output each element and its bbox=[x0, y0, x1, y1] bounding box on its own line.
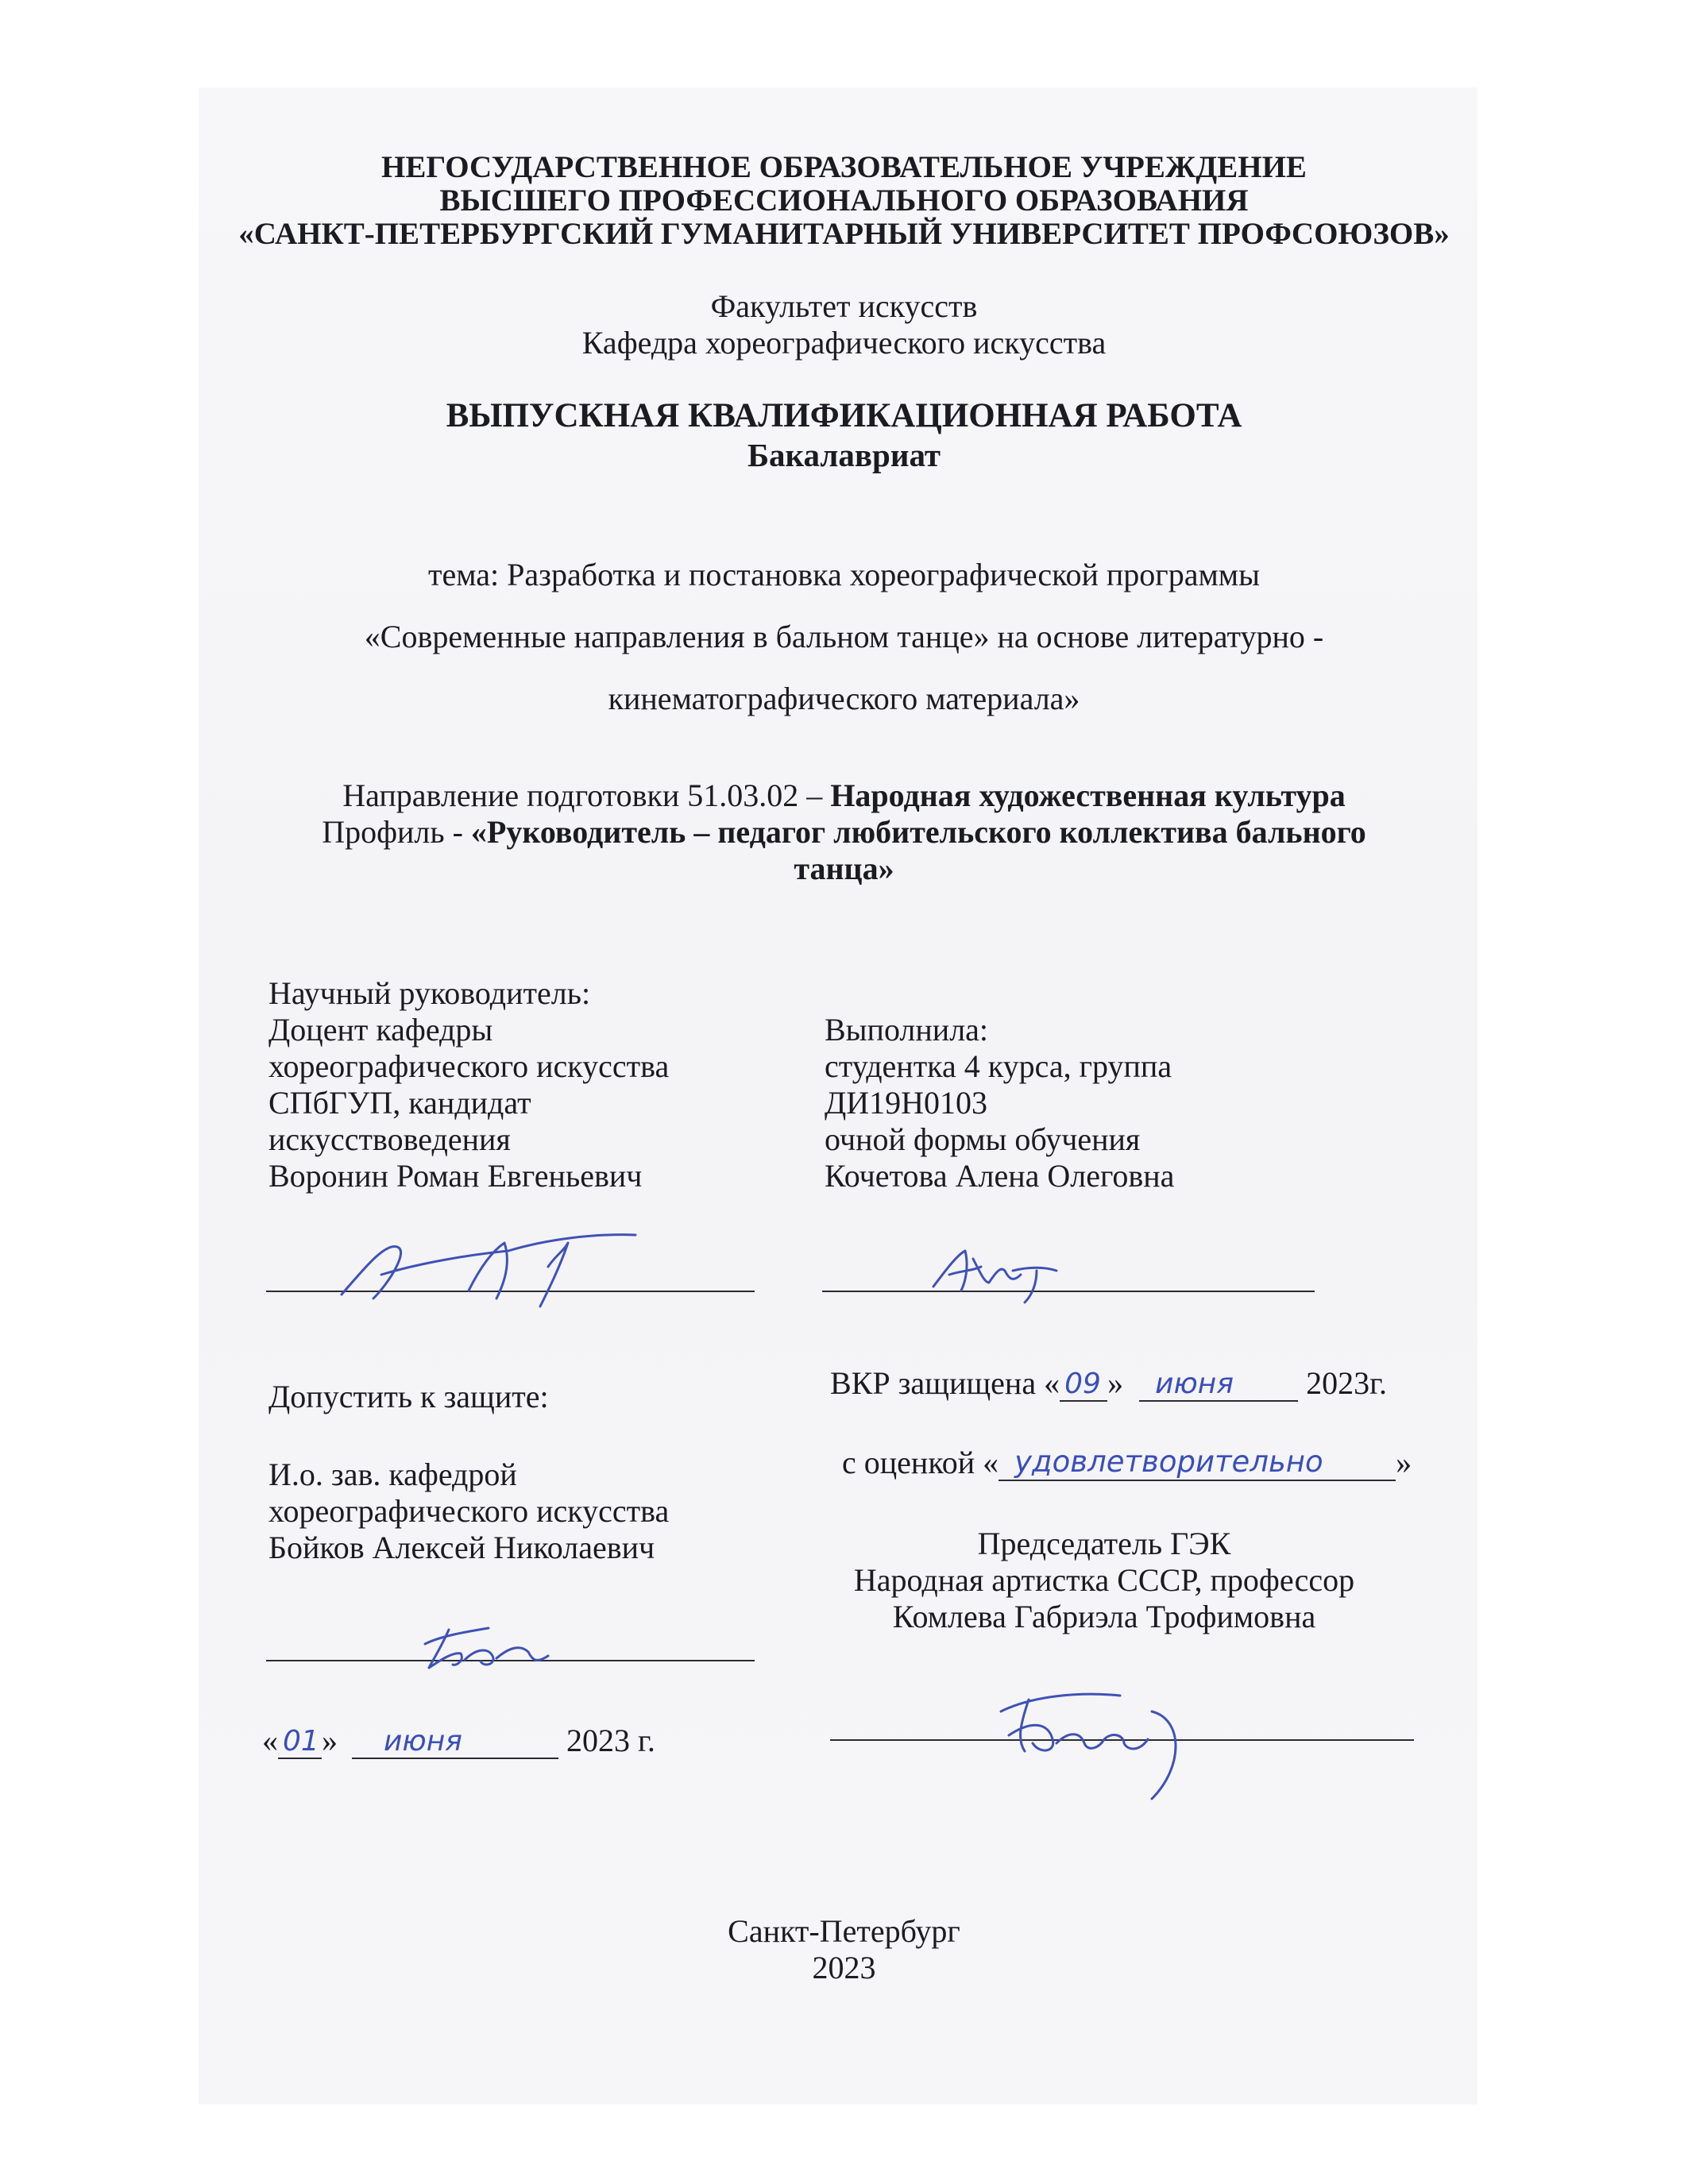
student-title: Выполнила: bbox=[825, 1012, 989, 1048]
direction-prefix: Направление подготовки 51.03.02 – bbox=[342, 778, 831, 813]
defense-day-close: » bbox=[1107, 1365, 1124, 1401]
topic-line-1: тема: Разработка и постановка хореографической программы bbox=[428, 557, 1260, 592]
department: Кафедра хореографического искусства bbox=[581, 325, 1107, 361]
admission-line-1: И.о. зав. кафедрой bbox=[268, 1457, 517, 1492]
direction bbox=[0, 777, 1688, 814]
grade-value: удовлетворительно bbox=[1014, 1445, 1323, 1479]
defense-prefix: ВКР защищена « bbox=[830, 1365, 1060, 1401]
defense-day-field bbox=[1060, 1368, 1107, 1402]
topic-line-2: «Современные направления в бальном танце» на основе литературно - bbox=[364, 619, 1324, 654]
student-signature bbox=[925, 1235, 1084, 1306]
footer-city: Санкт-Петербург bbox=[728, 1913, 960, 1949]
degree: Бакалавриат bbox=[747, 437, 941, 473]
header-line-3: «САНКТ-ПЕТЕРБУРГСКИЙ ГУМАНИТАРНЫЙ УНИВЕРСИТЕТ ПРОФСОЮЗОВ» bbox=[238, 217, 1450, 251]
supervisor-title: Научный руководитель: bbox=[268, 975, 591, 1011]
defense-grade bbox=[842, 1444, 1412, 1481]
admission-line-2: хореографического искусства bbox=[268, 1493, 670, 1529]
commission-signature bbox=[985, 1664, 1223, 1815]
commission-name: Комлева Габриэла Трофимовна bbox=[892, 1599, 1316, 1634]
header-line-1: НЕГОСУДАРСТВЕННОЕ ОБРАЗОВАТЕЛЬНОЕ УЧРЕЖДЕНИЕ bbox=[381, 150, 1307, 184]
footer-year: 2023 bbox=[812, 1950, 876, 1985]
student-name: Кочетова Алена Олеговна bbox=[825, 1158, 1175, 1194]
profile-name-line-2: танца» bbox=[794, 851, 894, 886]
admission-date-close: » bbox=[322, 1723, 338, 1758]
header-line-2: ВЫСШЕГО ПРОФЕССИОНАЛЬНОГО ОБРАЗОВАНИЯ bbox=[439, 183, 1249, 218]
admission-title: Допустить к защите: bbox=[268, 1379, 549, 1414]
commission-line-1: Народная артистка СССР, профессор bbox=[853, 1562, 1355, 1598]
defense-day: 09 bbox=[1064, 1368, 1101, 1400]
profile bbox=[0, 813, 1688, 851]
defense-month: июня bbox=[1155, 1368, 1234, 1400]
student-line-3: очной формы обучения bbox=[825, 1121, 1141, 1157]
admission-day: 01 bbox=[283, 1725, 319, 1758]
defense-month-field bbox=[1139, 1368, 1298, 1402]
grade-prefix: с оценкой « bbox=[842, 1445, 999, 1480]
student-line-2: ДИ19Н0103 bbox=[825, 1085, 988, 1121]
admission-date-open: « bbox=[262, 1723, 278, 1758]
admission-year: 2023 г. bbox=[566, 1723, 655, 1758]
grade-field bbox=[999, 1445, 1396, 1481]
admission-day-field bbox=[278, 1726, 322, 1759]
admission-month-field bbox=[352, 1726, 558, 1759]
topic-line-3: кинематографического материала» bbox=[608, 681, 1080, 716]
supervisor-signature bbox=[310, 1219, 723, 1314]
defense-year: 2023г. bbox=[1306, 1365, 1387, 1401]
supervisor-name: Воронин Роман Евгеньевич bbox=[268, 1158, 643, 1194]
commission-title: Председатель ГЭК bbox=[977, 1526, 1231, 1561]
supervisor-line-3: СПбГУП, кандидат bbox=[268, 1085, 531, 1121]
student-line-1: студентка 4 курса, группа bbox=[825, 1048, 1172, 1084]
admission-date bbox=[262, 1722, 655, 1759]
supervisor-line-4: искусствоведения bbox=[268, 1121, 511, 1157]
direction-name: Народная художественная культура bbox=[830, 778, 1346, 813]
admission-head-name: Бойков Алексей Николаевич bbox=[268, 1530, 655, 1565]
defense-date bbox=[830, 1364, 1387, 1402]
supervisor-line-1: Доцент кафедры bbox=[268, 1012, 493, 1048]
profile-prefix: Профиль - bbox=[322, 814, 471, 850]
admission-month: июня bbox=[384, 1725, 462, 1758]
admission-signature bbox=[417, 1604, 560, 1676]
supervisor-line-2: хореографического искусства bbox=[268, 1048, 670, 1084]
work-type: ВЫПУСКНАЯ КВАЛИФИКАЦИОННАЯ РАБОТА bbox=[446, 397, 1242, 434]
profile-name-line-1: «Руководитель – педагог любительского коллектива бального bbox=[470, 814, 1366, 850]
faculty: Факультет искусств bbox=[710, 288, 978, 324]
grade-close: » bbox=[1396, 1445, 1412, 1480]
